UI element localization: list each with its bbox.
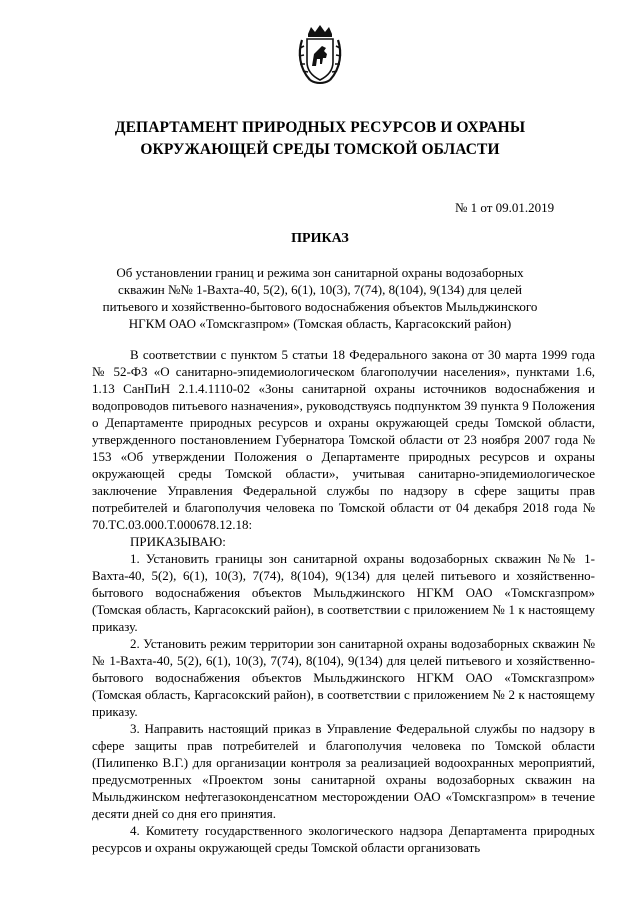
order-item: 2. Установить режим территории зон санитарной охраны водозаборных скважин №№ 1-Вахта-40, 5(2), 6(1), 10(3), 7(74), 8(104), 9(134) для целей питьевого и хозяйственно-бытового водоснабжения объектов Мыльджинского НГКМ ОАО «Томскгазпром» (Томская область, Каргасокский район), в соответствии с приложением № 2 к настоящему приказу.: [92, 636, 595, 719]
order-number-date: № 1 от 09.01.2019: [455, 200, 555, 215]
order-item: 1. Установить границы зон санитарной охраны водозаборных скважин №№ 1-Вахта-40, 5(2), 6(1), 10(3), 7(74), 8(104), 9(134) для целей питьевого и хозяйственно-бытового водоснабжения объектов Мыльджинского НГКМ ОАО «Томскгазпром» (Томская область, Каргасокский район), в соответствии с приложением № 1 к настоящему приказу.: [92, 551, 595, 634]
document-title: ПРИКАЗ: [291, 231, 349, 246]
organization-name-line1: ДЕПАРТАМЕНТ ПРИРОДНЫХ РЕСУРСОВ И ОХРАНЫ: [114, 119, 526, 136]
order-keyword: ПРИКАЗЫВАЮ:: [130, 534, 226, 549]
order-body: [92, 346, 595, 856]
order-item: 3. Направить настоящий приказ в Управление Федеральной службы по надзору в сфере защиты прав потребителей и благополучия человека по Томской области (Пилипенко В.Г.) для организации контроля за реализацией водоохранных мероприятий, предусмотренных «Проектом зоны санитарной охраны водозаборных скважин на Мыльджинском нефтегазоконденсатном месторождении ОАО «Томскгазпром» в течение десяти дней со дня его принятия.: [92, 721, 595, 821]
order-subject: Об установлении границ и режима зон санитарной охраны водозаборных скважин №№ 1-Вахта-40, 5(2), 6(1), 10(3), 7(74), 8(104), 9(134) для целей питьевого и хозяйственно-бытового водоснабжения объектов Мыльджинского НГКМ ОАО «Томскгазпром» (Томская область, Каргасокский район): [102, 265, 538, 331]
order-item: 4. Комитету государственного экологического надзора Департамента природных ресурсов и охраны окружающей среды Томской области организовать: [92, 823, 595, 855]
organization-name-line2: ОКРУЖАЮЩЕЙ СРЕДЫ ТОМСКОЙ ОБЛАСТИ: [140, 141, 500, 158]
tomsk-region-coat-of-arms-icon: [296, 24, 344, 86]
preamble-paragraph: В соответствии с пунктом 5 статьи 18 Федерального закона от 30 марта 1999 года № 52-ФЗ «О санитарно-эпидемиологическом благополучии населения», пунктами 1.6, 1.13 СанПиН 2.1.4.1110-02 «Зоны санитарной охраны источников водоснабжения и водопроводов питьевого назначения», руководствуясь подпунктом 39 пункта 9 Положения о Департаменте природных ресурсов и охраны окружающей среды Томской области, утвержденного постановлением Губернатора Томской области от 23 ноября 2007 года № 153 «Об утверждении Положения о Департаменте природных ресурсов и охраны окружающей среды Томской области», учитывая санитарно-эпидемиологическое заключение Управления Федеральной службы по надзору в сфере защиты прав потребителей и благополучия человека по Томской области от 04 декабря 2018 года № 70.ТС.03.000.Т.000678.12.18:: [92, 347, 595, 532]
